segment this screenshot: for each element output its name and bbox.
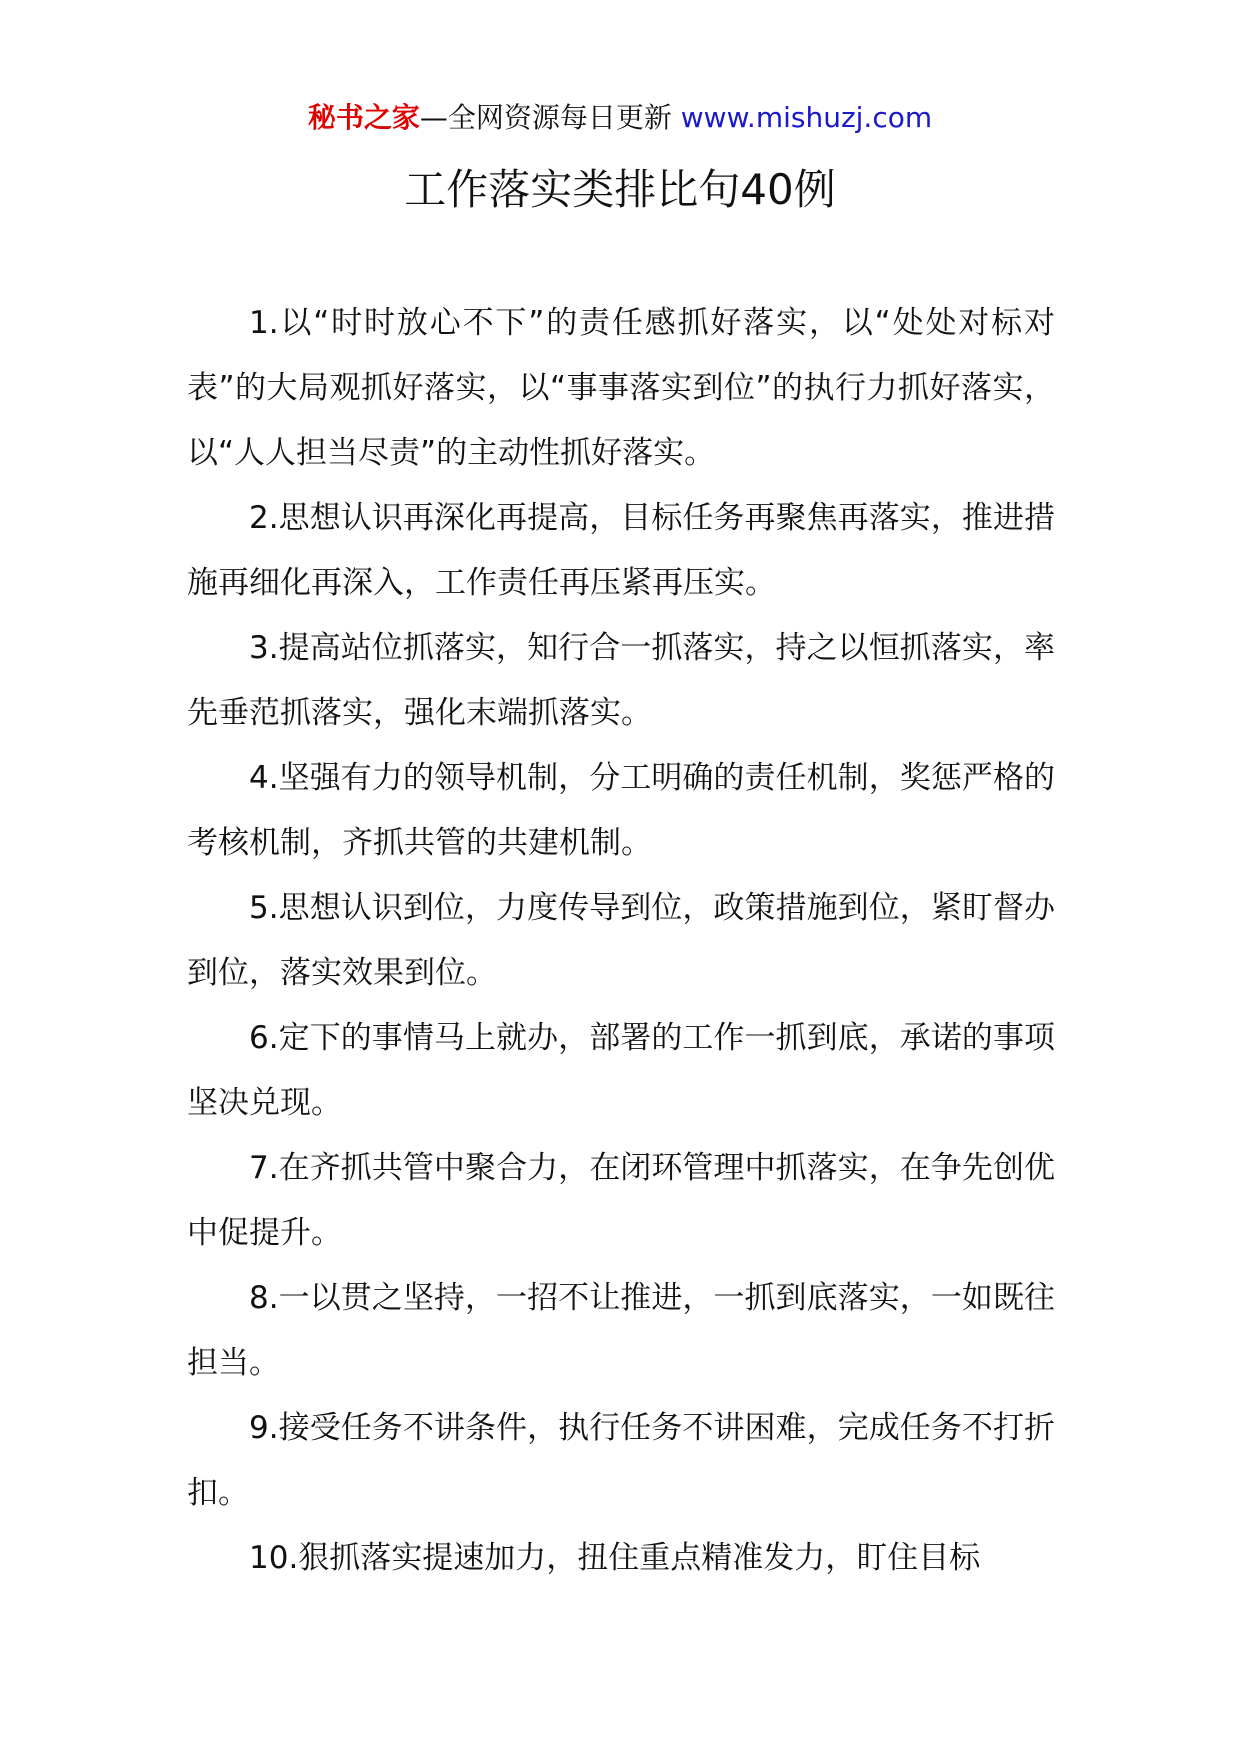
site-brand: 秘书之家 (307, 101, 420, 134)
paragraph-5: 5.思想认识到位，力度传导到位，政策措施到位，紧盯督办到位，落实效果到位。 (187, 890, 1055, 991)
paragraph-9: 9.接受任务不讲条件，执行任务不讲困难，完成任务不打折扣。 (187, 1410, 1055, 1511)
paragraph-4: 4.坚强有力的领导机制，分工明确的责任机制，奖惩严格的考核机制，齐抓共管的共建机制。 (187, 760, 1055, 861)
paragraph-2: 2.思想认识再深化再提高，目标任务再聚焦再落实，推进措施再细化再深入，工作责任再压紧再压实。 (187, 500, 1055, 601)
site-header (0, 98, 1240, 138)
site-url[interactable]: www.mishuzj.com (680, 101, 933, 134)
document-title: 工作落实类排比句40例 (404, 165, 836, 214)
paragraph-10: 10.狠抓落实提速加力，扭住重点精准发力，盯住目标 (249, 1540, 981, 1576)
paragraph-3: 3.提高站位抓落实，知行合一抓落实，持之以恒抓落实，率先垂范抓落实，强化末端抓落实。 (187, 630, 1055, 731)
document-body (187, 291, 1055, 1591)
paragraph-8: 8.一以贯之坚持，一招不让推进，一抓到底落实，一如既往担当。 (187, 1280, 1055, 1381)
paragraph-6: 6.定下的事情马上就办，部署的工作一抓到底，承诺的事项坚决兑现。 (187, 1020, 1055, 1121)
paragraph-1: 1.以“时时放心不下”的责任感抓好落实，以“处处对标对表”的大局观抓好落实，以“事事落实到位”的执行力抓好落实，以“人人担当尽责”的主动性抓好落实。 (187, 305, 1055, 471)
site-tagline: —全网资源每日更新 (419, 101, 681, 134)
paragraph-7: 7.在齐抓共管中聚合力，在闭环管理中抓落实，在争先创优中促提升。 (187, 1150, 1055, 1251)
